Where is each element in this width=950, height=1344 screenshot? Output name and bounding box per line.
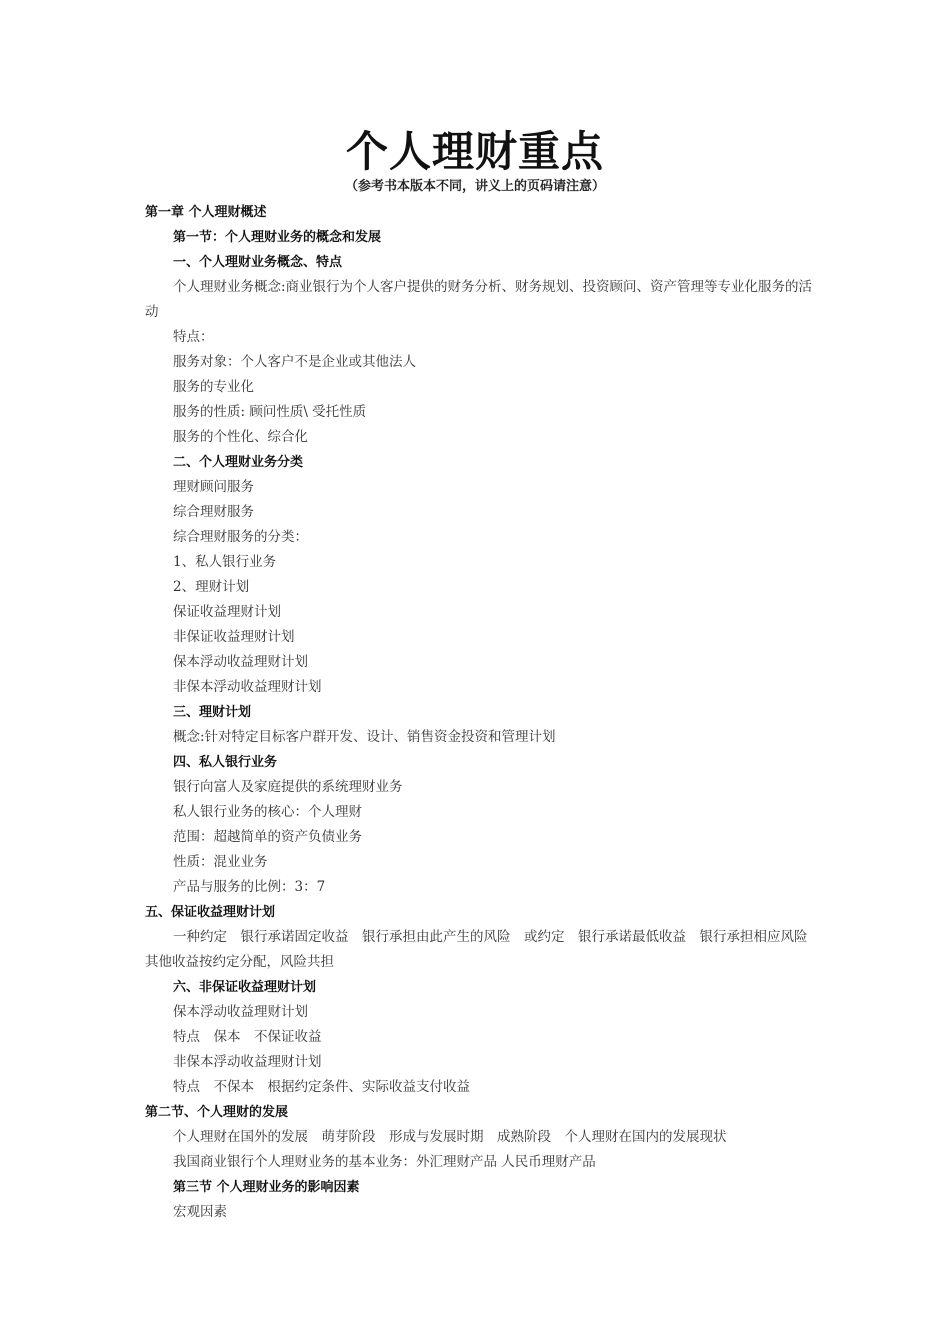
text-line: 非保本浮动收益理财计划 — [173, 679, 322, 695]
subsection-heading: 五、保证收益理财计划 — [145, 905, 276, 920]
subsection-heading: 三、理财计划 — [173, 705, 252, 720]
document-title: 个人理财重点 — [345, 127, 604, 176]
paragraph: 个人理财业务概念:商业银行为个人客户提供的财务分析、财务规划、投资顾问、资产管理等专业化服务的活动 — [145, 279, 813, 320]
subsection-heading: 四、私人银行业务 — [173, 755, 278, 770]
document-body — [145, 200, 821, 1225]
subsection-heading: 二、个人理财业务分类 — [173, 455, 304, 470]
text-line: 特点 保本 不保证收益 — [173, 1029, 322, 1045]
text-line: 保证收益理财计划 — [173, 604, 281, 620]
text-line: 服务对象：个人客户不是企业或其他法人 — [173, 354, 416, 370]
text-line: 非保本浮动收益理财计划 — [173, 1054, 322, 1070]
subsection-heading: 一、个人理财业务概念、特点 — [173, 255, 343, 270]
text-line: 特点： — [173, 329, 214, 345]
chapter-heading: 第一章 个人理财概述 — [145, 205, 267, 220]
text-line: 综合理财服务的分类： — [173, 529, 308, 545]
paragraph: 一种约定 银行承诺固定收益 银行承担由此产生的风险 或约定 银行承诺最低收益 银行承担相应风险 其他收益按约定分配，风险共担 — [145, 929, 821, 970]
section-heading: 第一节：个人理财业务的概念和发展 — [173, 230, 382, 245]
section-heading: 第二节、个人理财的发展 — [145, 1105, 289, 1120]
text-line: 非保证收益理财计划 — [173, 629, 295, 645]
text-line: 理财顾问服务 — [173, 479, 254, 495]
text-line: 性质：混业业务 — [173, 854, 268, 870]
text-line: 1、私人银行业务 — [173, 554, 277, 570]
text-line: 服务的个性化、综合化 — [173, 429, 308, 445]
text-line: 范围：超越简单的资产负债业务 — [173, 829, 362, 845]
text-line: 产品与服务的比例：3：7 — [173, 879, 326, 895]
text-line: 综合理财服务 — [173, 504, 254, 520]
text-line: 我国商业银行个人理财业务的基本业务：外汇理财产品 人民币理财产品 — [173, 1154, 596, 1170]
text-line: 银行向富人及家庭提供的系统理财业务 — [173, 779, 403, 795]
text-line: 2、理财计划 — [173, 579, 250, 595]
section-heading: 第三节 个人理财业务的影响因素 — [173, 1180, 360, 1195]
text-line: 概念:针对特定目标客户群开发、设计、销售资金投资和管理计划 — [173, 729, 556, 745]
subsection-heading: 六、非保证收益理财计划 — [173, 980, 317, 995]
text-line: 私人银行业务的核心：个人理财 — [173, 804, 362, 820]
text-line: 保本浮动收益理财计划 — [173, 1004, 308, 1020]
text-line: 保本浮动收益理财计划 — [173, 654, 308, 670]
document-subtitle: （参考书本版本不同，讲义上的页码请注意） — [344, 179, 605, 194]
text-line: 宏观因素 — [173, 1204, 227, 1220]
text-line: 特点 不保本 根据约定条件、实际收益支付收益 — [173, 1079, 470, 1095]
text-line: 个人理财在国外的发展 萌芽阶段 形成与发展时期 成熟阶段 个人理财在国内的发展现状 — [173, 1129, 727, 1145]
text-line: 服务的性质: 顾问性质\ 受托性质 — [173, 404, 367, 420]
text-line: 服务的专业化 — [173, 379, 254, 395]
